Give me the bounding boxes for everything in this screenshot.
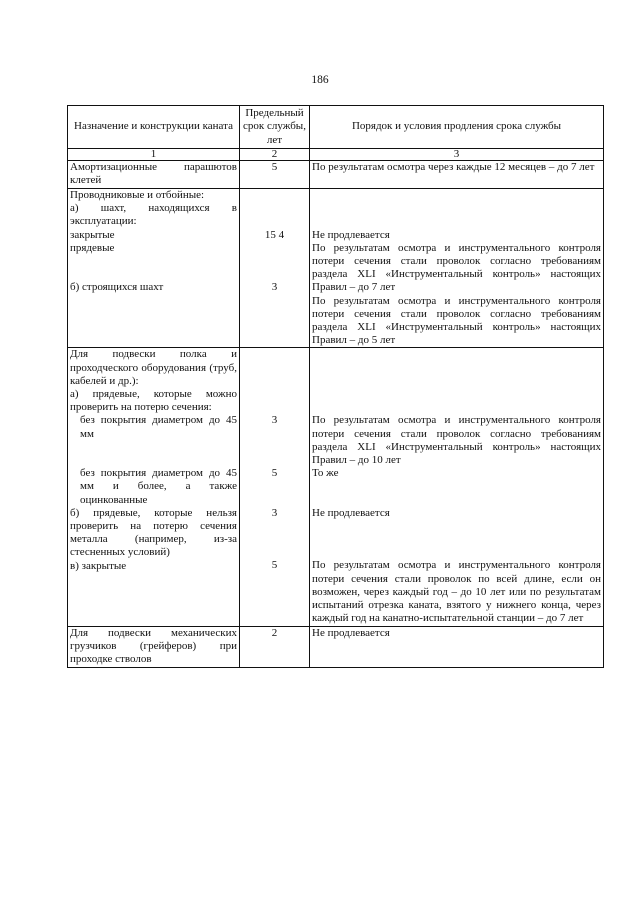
header-purpose: Назначение и конструкции каната <box>68 106 240 149</box>
rope-service-life-table <box>67 105 603 668</box>
suspend-lt45: без покрытия диаметром до 45 мм <box>80 414 237 440</box>
suspend-lt45-term: 3 <box>271 414 278 427</box>
suspend-ge45: без покрытия диаметром до 45 мм и более, а также оцинкованные <box>80 467 237 506</box>
suspend-b-cond: Не продлевается <box>312 506 390 519</box>
guide-title: Проводниковые и отбойные: <box>70 189 205 201</box>
table-row <box>68 161 604 189</box>
table-row <box>68 626 604 667</box>
column-number: 3 <box>310 149 604 161</box>
row-conditions <box>310 189 604 348</box>
row-purpose <box>68 189 240 348</box>
suspend-ge45-cond: То же <box>312 467 339 480</box>
header-service-life: Предельный срок службы, лет <box>240 106 310 149</box>
suspend-sub-c: в) закрытые <box>70 559 127 572</box>
guide-strand: прядевые <box>70 241 115 254</box>
table <box>67 105 604 668</box>
suspend-c-term: 5 <box>271 559 278 572</box>
table-row <box>68 189 604 348</box>
guide-build-cond: По результатам осмотра и инструментального контроля потери сечения стали проволок согласно требованиям раздела XLI «Инструментальный контроль» настоящих Правил – до 5 лет <box>312 294 601 347</box>
row-purpose: Амортизационные парашютов клетей <box>68 161 240 189</box>
header-extension-conditions: Порядок и условия продления срока службы <box>310 106 604 149</box>
row-purpose <box>68 348 240 626</box>
table-row <box>68 348 604 626</box>
suspend-b-term: 3 <box>271 506 278 519</box>
guide-build-term: 3 <box>271 281 278 294</box>
column-number: 1 <box>68 149 240 161</box>
guide-sub-b: б) строящихся шахт <box>70 281 164 294</box>
page-number: 186 <box>311 74 329 86</box>
row-conditions: Не продлевается <box>310 626 604 667</box>
suspend-lt45-cond: По результатам осмотра и инструментального контроля потери сечения стали проволок согласно требованиям раздела XLI «Инструментальный контроль» настоящих Правил – до 10 лет <box>312 414 601 466</box>
guide-closed: закрытые <box>70 228 115 241</box>
guide-closed-cond: Не продлевается <box>312 228 390 241</box>
suspend-c-cond: По результатам осмотра и инструментального контроля потери сечения стали проволок по всей длине, если он возможен, через каждый год – до 10 лет или по результатам испытаний отрезка каната, взятого у нижнего конца, через каждый год на канатно-испытательной станции – до 7 лет <box>312 559 601 625</box>
row-term <box>240 189 310 348</box>
row-term: 2 <box>240 626 310 667</box>
column-number-row <box>68 149 604 161</box>
suspend-sub-b: б) прядевые, которые нельзя проверить на потерю сечения металла (например, из-за стесненных условий) <box>70 506 237 559</box>
row-term: 5 <box>240 161 310 189</box>
row-purpose: Для подвески механических грузчиков (грейферов) при проходке стволов <box>68 626 240 667</box>
guide-strand-term: 4 <box>278 228 285 241</box>
column-number: 2 <box>240 149 310 161</box>
row-conditions: По результатам осмотра через каждые 12 месяцев – до 7 лет <box>310 161 604 189</box>
suspend-ge45-term: 5 <box>271 467 278 480</box>
suspend-title: Для подвески полка и проходческого оборудования (труб, кабелей и др.): <box>70 348 237 387</box>
guide-sub-a: а) шахт, находящихся в эксплуатации: <box>70 202 237 228</box>
header-row <box>68 106 604 149</box>
suspend-sub-a: а) прядевые, которые можно проверить на потерю сечения: <box>70 388 237 414</box>
guide-closed-term: 15 <box>264 228 276 241</box>
row-conditions <box>310 348 604 626</box>
row-term <box>240 348 310 626</box>
guide-strand-cond: По результатам осмотра и инструментального контроля потери сечения стали проволок согласно требованиям раздела XLI «Инструментальный контроль» настоящих Правил – до 7 лет <box>312 241 601 294</box>
